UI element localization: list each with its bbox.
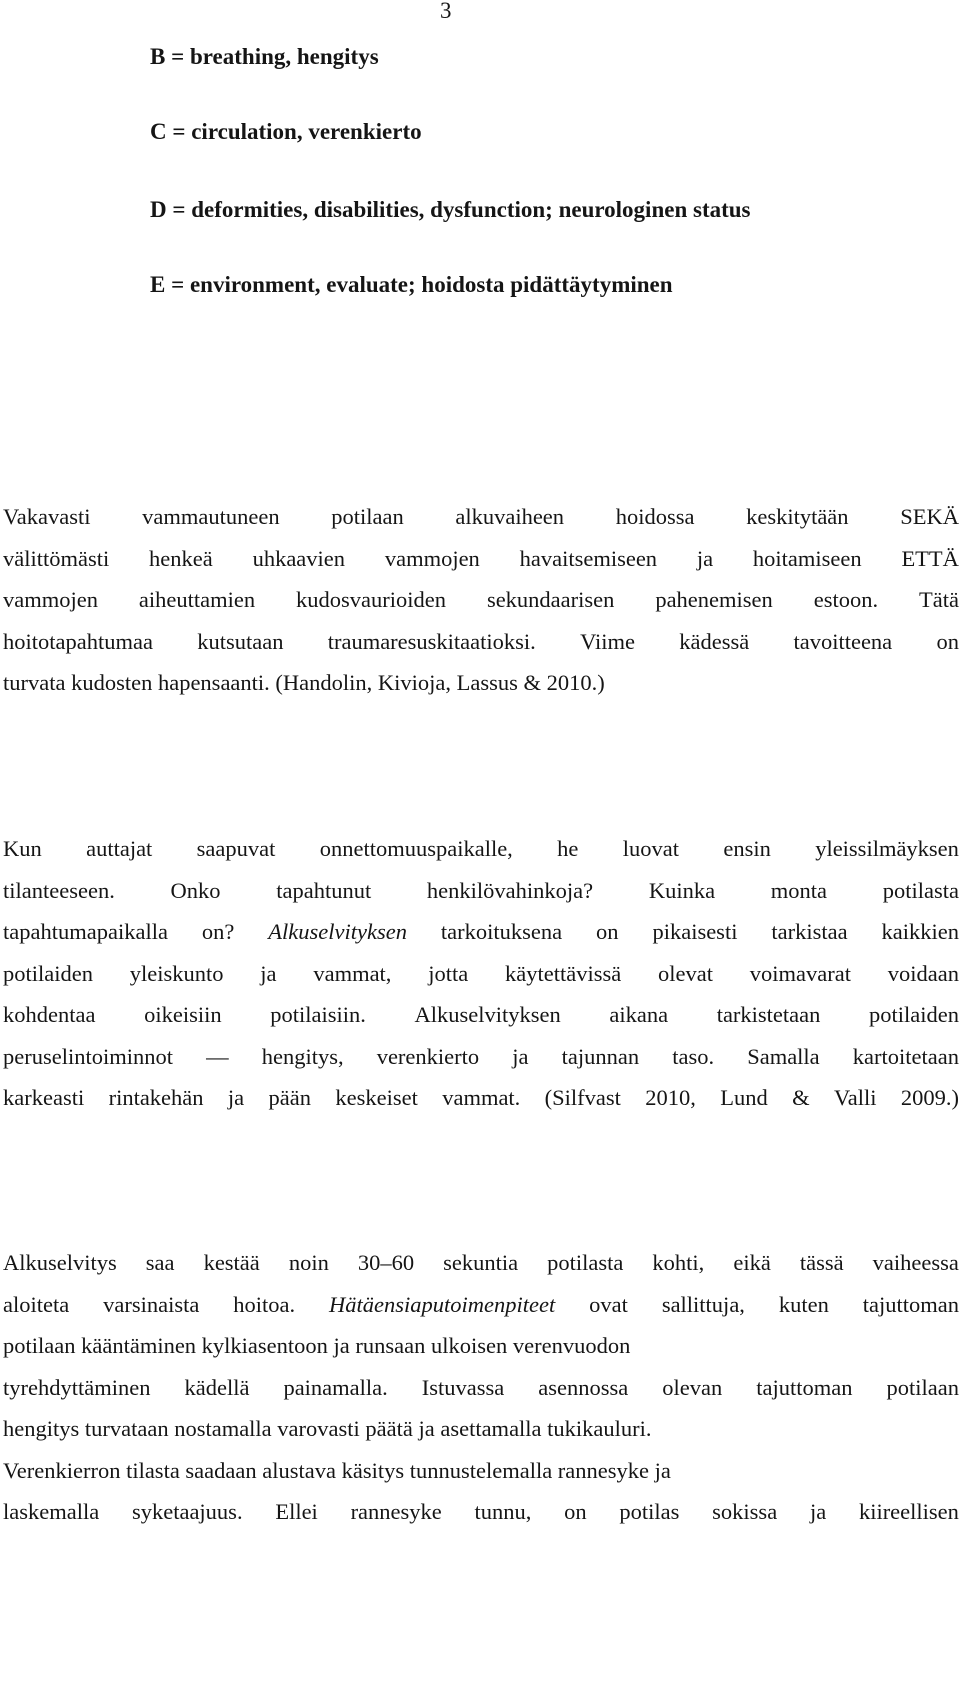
word: keskeiset: [335, 1085, 418, 1110]
word: potilaan: [331, 504, 404, 529]
word: keskitytään: [746, 504, 849, 529]
word: pään: [268, 1085, 311, 1110]
word: vammojen: [384, 545, 480, 571]
word: potilaiden: [869, 1002, 959, 1027]
word: traumaresuskitaatioksi.: [327, 628, 536, 654]
word: tajuttoman: [862, 1291, 959, 1317]
word: tarkistetaan: [716, 1002, 821, 1027]
word: Ellei: [275, 1499, 318, 1524]
word: Vakavasti: [3, 504, 91, 529]
word: varsinaista: [103, 1291, 200, 1317]
word: yleiskunto: [129, 960, 224, 986]
word: Kun: [3, 836, 42, 861]
word: he: [557, 836, 579, 861]
text-line: [3, 1284, 959, 1326]
text-line: [3, 621, 959, 663]
word: aikana: [609, 1002, 669, 1027]
word: Alkuselvitys: [3, 1250, 117, 1275]
word: kartoitetaan: [852, 1043, 959, 1069]
word: taso.: [672, 1043, 715, 1069]
italic-term: Alkuselvityksen: [268, 919, 407, 944]
word: henkilövahinkoja?: [426, 877, 594, 903]
word: Viime: [580, 628, 635, 654]
word: saapuvat: [196, 836, 276, 861]
word: kutsutaan: [197, 628, 284, 654]
word: rintakehän: [108, 1085, 204, 1110]
word: ja: [227, 1085, 245, 1110]
word: sokissa: [712, 1499, 778, 1524]
word: aiheuttamien: [138, 587, 256, 612]
word: potilas: [619, 1499, 680, 1524]
word: syketaajuus.: [131, 1499, 243, 1524]
word: hoitotapahtumaa: [3, 628, 153, 654]
word: onnettomuuspaikalle,: [319, 836, 513, 861]
word: 30–60: [357, 1250, 415, 1275]
word: ja: [512, 1043, 529, 1069]
word: painamalla.: [283, 1374, 388, 1400]
text-segment: Verenkierron tilasta saadaan alustava käsitys tunnustelemalla rannesyke ja: [3, 1457, 671, 1483]
word: karkeasti: [3, 1085, 85, 1110]
word: kudosvaurioiden: [296, 587, 447, 612]
word: Samalla: [747, 1043, 820, 1069]
word: voidaan: [887, 960, 959, 986]
word: kestää: [203, 1250, 260, 1275]
word: 2010,: [645, 1085, 696, 1110]
word: vaiheessa: [872, 1250, 959, 1275]
text-line: [3, 1325, 959, 1367]
word: estoon.: [813, 587, 879, 612]
word: potilaan: [886, 1374, 959, 1400]
word: luovat: [622, 836, 679, 861]
abcde-item-b: B = breathing, hengitys: [150, 44, 379, 69]
text-line: [3, 1242, 959, 1284]
text-segment: hengitys turvataan nostamalla varovasti päätä ja asettamalla tukikauluri.: [3, 1416, 652, 1441]
word: kohdentaa: [3, 1002, 96, 1027]
text-line: [3, 828, 959, 870]
word: jotta: [428, 960, 469, 986]
word: tajuttoman: [756, 1374, 853, 1400]
text-line: [3, 1408, 959, 1450]
word: tunnu,: [474, 1499, 532, 1524]
paragraph-trauma-resuscitation: [3, 496, 959, 704]
word: pikaisesti: [652, 919, 738, 944]
word: sekuntia: [443, 1250, 519, 1275]
abcde-item-e: E = environment, evaluate; hoidosta pidättäytyminen: [150, 272, 673, 297]
word: välittömästi: [3, 545, 110, 571]
word: vammat.: [442, 1085, 521, 1110]
word: tapahtunut: [276, 877, 372, 903]
word: uhkaavien: [252, 545, 346, 571]
word: saa: [145, 1250, 175, 1275]
paragraph-primary-survey: [3, 828, 959, 1119]
word: tilanteeseen.: [3, 877, 115, 903]
word: kädessä: [679, 628, 750, 654]
word: ja: [260, 960, 277, 986]
word: tavoitteena: [793, 628, 893, 654]
word: alkuvaiheen: [455, 504, 565, 529]
word: aloiteta: [3, 1291, 70, 1317]
text-line: [3, 496, 959, 538]
word: oikeisiin: [144, 1002, 222, 1027]
text-line: [3, 953, 959, 995]
text-line: [3, 538, 959, 580]
word: käytettävissä: [505, 960, 622, 986]
word: hoitamiseen: [752, 545, 862, 571]
word: monta: [770, 877, 828, 903]
text-line: [3, 1077, 959, 1119]
text-line: [3, 662, 959, 704]
word: ensin: [723, 836, 771, 861]
word: peruselintoiminnot: [3, 1043, 173, 1069]
text-segment: potilaan kääntäminen kylkiasentoon ja runsaan ulkoisen verenvuodon: [3, 1333, 631, 1358]
word: potilasta: [547, 1250, 624, 1275]
abcde-item-c: C = circulation, verenkierto: [150, 119, 422, 144]
word: yleissilmäyksen: [815, 836, 959, 861]
word: kiireellisen: [858, 1499, 959, 1524]
word: Valli: [834, 1085, 877, 1110]
word: kaikkien: [881, 919, 959, 944]
word: tässä: [799, 1250, 844, 1275]
word: eikä: [733, 1250, 771, 1275]
word: 2009.): [900, 1085, 959, 1110]
word: verenkierto: [376, 1043, 480, 1069]
word: henkeä: [149, 545, 213, 571]
word: sallittuja,: [661, 1291, 745, 1317]
word: ETTÄ: [901, 545, 959, 571]
word: hoidossa: [615, 504, 695, 529]
word: hengitys,: [261, 1043, 344, 1069]
text-line: [3, 1491, 959, 1533]
abcde-item-d: D = deformities, disabilities, dysfunction; neurologinen status: [150, 197, 751, 222]
word: Kuinka: [648, 877, 716, 903]
word: vammojen: [3, 587, 98, 612]
word: ja: [809, 1499, 827, 1524]
word: olevat: [658, 960, 713, 986]
word: Lund: [720, 1085, 768, 1110]
text-line: [3, 579, 959, 621]
word: tapahtumapaikalla: [3, 919, 168, 944]
word: voimavarat: [749, 960, 851, 986]
word: kuten: [778, 1291, 829, 1317]
word: (Silfvast: [544, 1085, 621, 1110]
word: ovat: [589, 1291, 628, 1317]
text-line: [3, 1036, 959, 1078]
word: tarkoituksena: [440, 919, 563, 944]
text-segment: turvata kudosten hapensaanti. (Handolin, Kivioja, Lassus & 2010.): [3, 670, 605, 695]
word: &: [792, 1085, 810, 1110]
word: pahenemisen: [655, 587, 773, 612]
page-number: 3: [440, 0, 452, 23]
word: potilasta: [882, 877, 959, 903]
word: havaitsemiseen: [519, 545, 658, 571]
word: ja: [696, 545, 714, 571]
word: sekundaarisen: [486, 587, 615, 612]
word: potilaisiin.: [270, 1002, 366, 1027]
word: SEKÄ: [900, 504, 959, 529]
word: —: [206, 1043, 229, 1069]
word: on?: [201, 919, 235, 944]
word: kädellä: [184, 1374, 250, 1400]
word: rannesyke: [350, 1499, 442, 1524]
word: hoitoa.: [233, 1291, 296, 1317]
word: laskemalla: [3, 1499, 100, 1524]
text-line: [3, 1450, 959, 1492]
text-line: [3, 994, 959, 1036]
word: on: [936, 628, 959, 654]
paragraph-first-aid-measures: [3, 1242, 959, 1533]
word: auttajat: [86, 836, 153, 861]
word: vammat,: [313, 960, 392, 986]
word: Onko: [170, 877, 221, 903]
word: Istuvassa: [421, 1374, 505, 1400]
word: asennossa: [538, 1374, 629, 1400]
word: tajunnan: [561, 1043, 640, 1069]
italic-term: Hätäensiaputoimenpiteet: [329, 1291, 556, 1317]
word: kohti,: [652, 1250, 705, 1275]
word: olevan: [662, 1374, 723, 1400]
text-line: [3, 1367, 959, 1409]
word: Tätä: [919, 587, 959, 612]
word: on: [596, 919, 619, 944]
word: vammautuneen: [142, 504, 280, 529]
word: Alkuselvityksen: [414, 1002, 561, 1027]
word: on: [564, 1499, 587, 1524]
word: tarkistaa: [771, 919, 848, 944]
text-line: [3, 911, 959, 953]
text-line: [3, 870, 959, 912]
word: noin: [288, 1250, 329, 1275]
word: tyrehdyttäminen: [3, 1374, 151, 1400]
word: potilaiden: [3, 960, 93, 986]
